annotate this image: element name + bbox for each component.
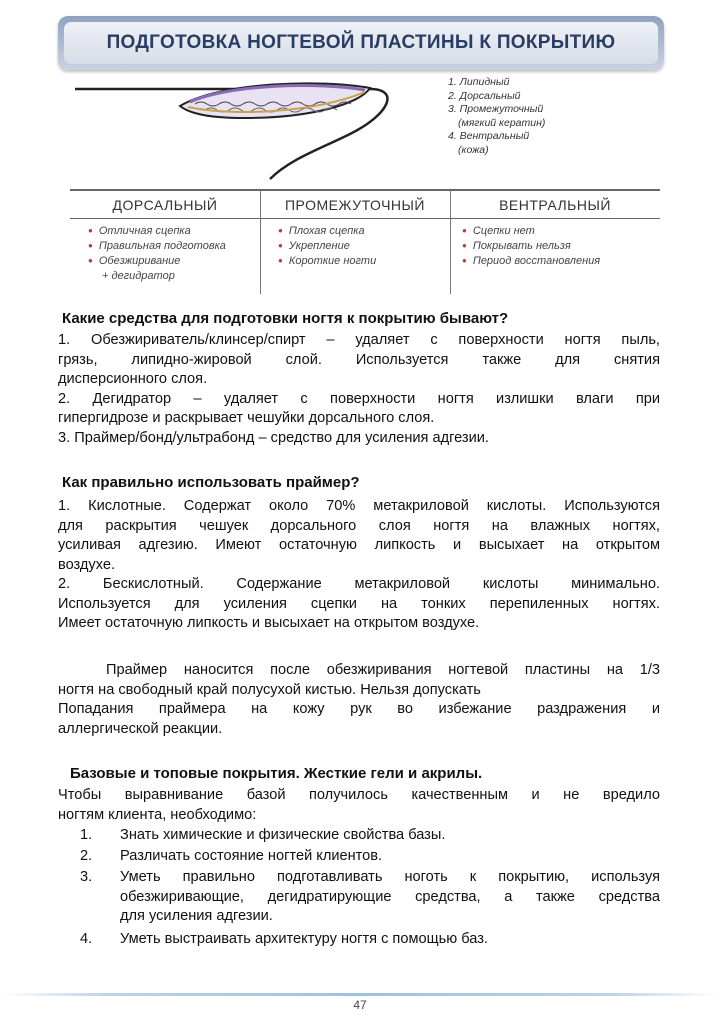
paragraph-line: Попадания праймера на кожу рук во избежание раздражения и [58, 701, 660, 717]
list-item: Уметь выстраивать архитектуру ногтя с помощью баз. [120, 931, 488, 947]
header-dorsal: ДОРСАЛЬНЫЙ [112, 197, 218, 213]
list-number: 2. [80, 848, 93, 864]
section-primer-usage [58, 497, 660, 634]
section-primer-application [58, 661, 660, 739]
paragraph-line: ногтя на свободный край полусухой кистью. Нельзя допускать [58, 681, 481, 698]
legend-item: (мягкий кератин) [458, 116, 546, 129]
section-heading: Какие средства для подготовки ногтя к покрытию бывают? [62, 310, 509, 327]
nail-layers-diagram [70, 74, 670, 184]
list-item: + дегидратор [102, 270, 175, 282]
paragraph-line: гипергидрозе и раскрывает чешуйки дорсального слоя. [58, 410, 435, 426]
list-number: 3. [80, 869, 93, 885]
paragraph-line: 2. Дегидратор – удаляет с поверхности ногтя излишки влаги при [58, 390, 660, 407]
dorsal-column [88, 224, 226, 284]
list-item: ● Обезжиривание [88, 254, 226, 269]
section-heading: Как правильно использовать праймер? [62, 474, 360, 491]
legend-item: 2. Дорсальный [448, 89, 521, 102]
list-item: ● Короткие ногти [278, 254, 376, 269]
paragraph-line: ногтям клиента, необходимо: [58, 806, 257, 823]
list-item: ● Укрепление [278, 239, 376, 254]
list-item: ● Правильная подготовка [88, 239, 226, 254]
list-item: ● Покрывать нельзя [462, 239, 600, 254]
paragraph-line: 2. Бескислотный. Содержание метакриловой кислоты минимально. [58, 576, 660, 592]
paragraph-line: Имеет остаточную липкость и высыхает на открытом воздухе. [58, 615, 480, 631]
list-number: 1. [80, 827, 93, 843]
legend-item: (кожа) [458, 143, 489, 156]
paragraph-line: 1. Кислотные. Содержат около 70% метакриловой кислоты. Используются [58, 498, 660, 514]
intermediate-column [278, 224, 376, 269]
list-item: ● Отличная сцепка [88, 224, 226, 239]
legend-item: 4. Вентральный [448, 130, 530, 142]
legend-item: 3. Промежуточный [448, 103, 544, 115]
paragraph-line: Используется для усиления сцепки на тонких перепиленных ногтях. [58, 595, 660, 612]
section-heading: Базовые и топовые покрытия. Жесткие гели и акрилы. [70, 765, 483, 782]
layers-comparison-table [70, 186, 660, 296]
paragraph-line: аллергической реакции. [58, 720, 223, 737]
paragraph-line: дисперсионного слоя. [58, 371, 208, 387]
paragraph-line: 1. Обезжириватель/клинсер/спирт – удаляет с поверхности ногтя пыль, [58, 332, 660, 348]
list-item: Знать химические и физические свойства базы. [120, 827, 446, 843]
footer-divider [0, 993, 720, 996]
page-number: 47 [353, 998, 367, 1012]
paragraph-line: Праймер наносится после обезжиривания ногтевой пластины на 1/3 [106, 662, 660, 678]
paragraph-line: Чтобы выравнивание базой получилось качественным и не вредило [58, 787, 660, 803]
section-base-coats [58, 786, 660, 825]
list-item: ● Плохая сцепка [278, 224, 376, 239]
paragraph-line: 3. Праймер/бонд/ультрабонд – средство для усиления адгезии. [58, 429, 489, 446]
list-item: Уметь правильно подготавливать ноготь к покрытию, используя обезжиривающие, дегидратирующие средства, а также средства для усиления адгезии. [120, 869, 660, 924]
section-prep-products [58, 331, 660, 448]
paragraph-line: для раскрытия чешуек дорсального слоя ногтя на влажных ногтях, [58, 517, 660, 534]
paragraph-line: усиливая адгезию. Имеют остаточную липкость и высыхает на открытом [58, 537, 660, 553]
table-rule-mid [70, 218, 660, 219]
diagram-legend [448, 76, 568, 157]
table-rule-top [70, 189, 660, 191]
paragraph-line: грязь, липидно-жировой слой. Используется также для снятия [58, 351, 660, 368]
list-item: Различать состояние ногтей клиентов. [120, 848, 383, 864]
list-item: ● Сцепки нет [462, 224, 600, 239]
header-ventral: ВЕНТРАЛЬНЫЙ [499, 197, 611, 213]
header-intermediate: ПРОМЕЖУТОЧНЫЙ [284, 197, 425, 213]
legend-item: 1. Липидный [448, 76, 510, 88]
title-banner [58, 16, 664, 70]
list-number: 4. [80, 931, 93, 947]
page-title: ПОДГОТОВКА НОГТЕВОЙ ПЛАСТИНЫ К ПОКРЫТИЮ [64, 22, 658, 64]
paragraph-line: воздухе. [58, 556, 116, 573]
ventral-column [462, 224, 600, 269]
list-item: ● Период восстановления [462, 254, 600, 269]
